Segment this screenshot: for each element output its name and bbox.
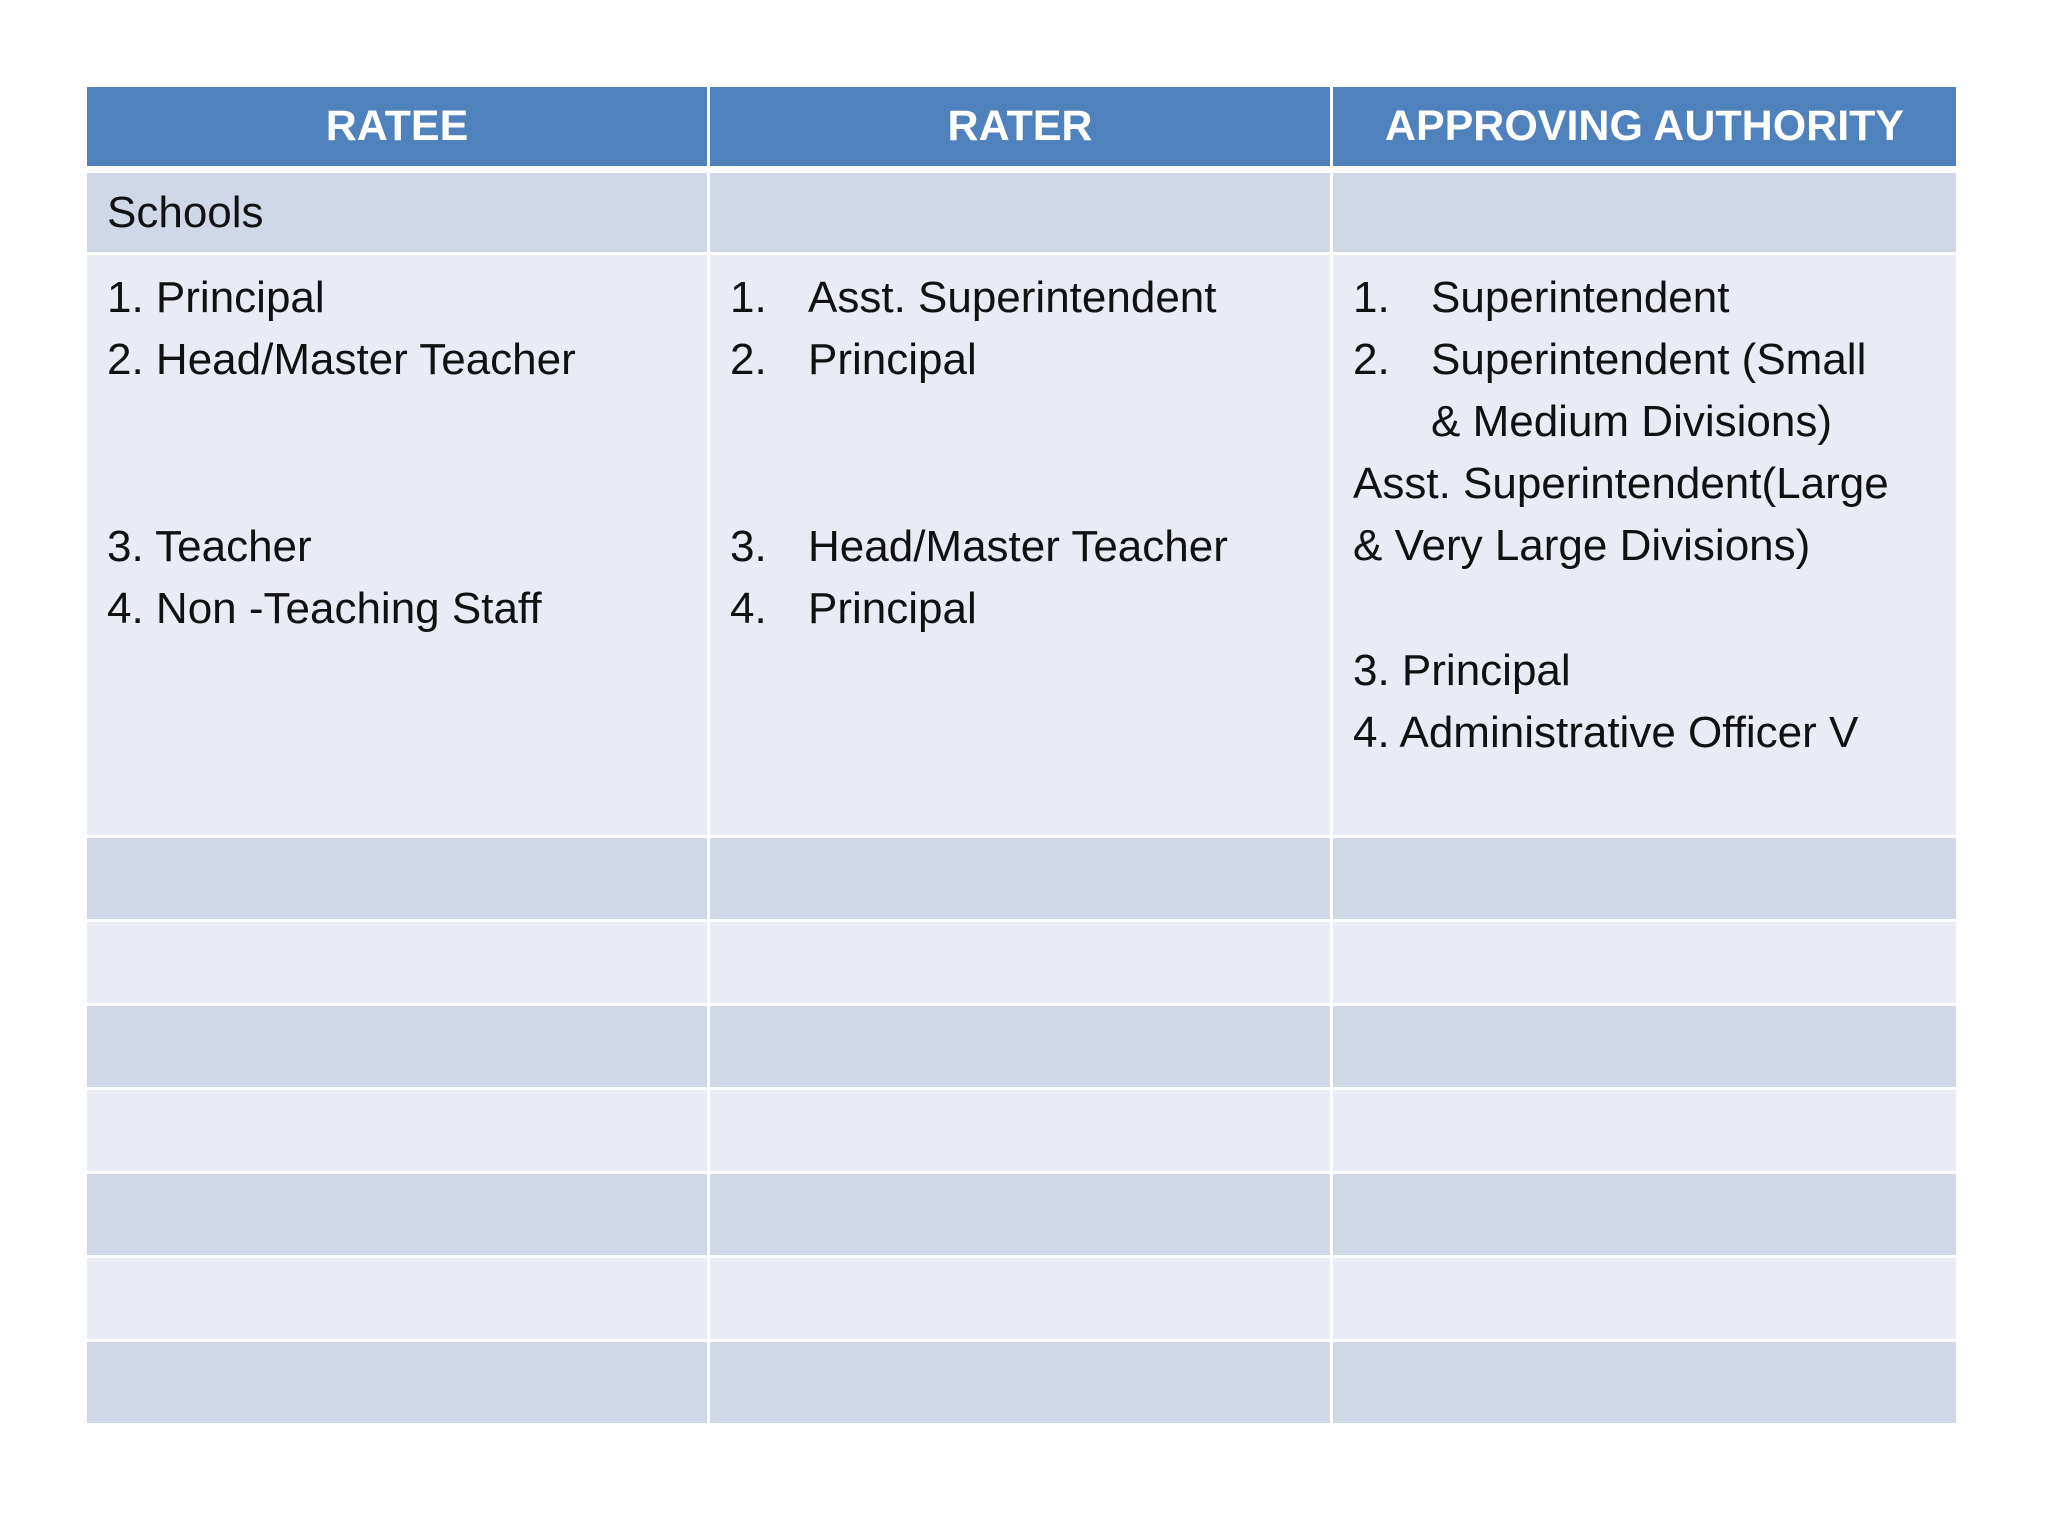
empty-cell xyxy=(1333,922,1956,1003)
section-row-schools xyxy=(87,173,1956,255)
rater-item xyxy=(730,329,1310,391)
item-number: 3. xyxy=(730,522,767,571)
empty-cell xyxy=(710,1342,1333,1423)
assignments-row xyxy=(87,255,1956,838)
item-number: 2. xyxy=(1353,335,1390,384)
header-row xyxy=(87,87,1956,173)
empty-cell xyxy=(710,1258,1333,1339)
item-text: Superintendent xyxy=(1431,273,1730,322)
empty-cell xyxy=(1333,173,1956,252)
item-number: 4. xyxy=(730,584,767,633)
rater-item xyxy=(730,578,1310,640)
approving-extra-line: Asst. Superintendent(Large xyxy=(1353,459,1889,508)
approving-item: 3. Principal xyxy=(1353,646,1571,695)
empty-cell xyxy=(87,1174,710,1255)
ratee-item: 4. Non -Teaching Staff xyxy=(107,584,542,633)
item-text: Asst. Superintendent xyxy=(808,273,1217,322)
empty-row xyxy=(87,1342,1956,1423)
item-number: 2. xyxy=(730,335,767,384)
rater-cell xyxy=(710,255,1333,835)
empty-cell xyxy=(1333,1258,1956,1339)
empty-row xyxy=(87,1090,1956,1174)
empty-row xyxy=(87,1006,1956,1090)
empty-cell xyxy=(710,1090,1333,1171)
empty-row xyxy=(87,1258,1956,1342)
empty-cell xyxy=(1333,1342,1956,1423)
empty-cell xyxy=(710,838,1333,919)
item-text: Principal xyxy=(808,584,977,633)
empty-cell xyxy=(87,838,710,919)
empty-row xyxy=(87,838,1956,922)
ratee-cell xyxy=(87,255,710,835)
empty-cell xyxy=(710,1006,1333,1087)
rater-item xyxy=(730,516,1310,578)
ratee-item: 1. Principal xyxy=(107,273,325,322)
empty-cell xyxy=(710,922,1333,1003)
item-text: Superintendent (Small xyxy=(1431,335,1867,384)
empty-cell xyxy=(1333,838,1956,919)
empty-cell xyxy=(1333,1090,1956,1171)
item-number: 1. xyxy=(1353,273,1390,322)
header-ratee: RATEE xyxy=(87,87,710,166)
empty-cell xyxy=(1333,1174,1956,1255)
empty-cell xyxy=(87,1258,710,1339)
authority-table xyxy=(87,87,1956,1423)
empty-cell xyxy=(710,173,1333,252)
item-text: Principal xyxy=(808,335,977,384)
header-rater: RATER xyxy=(710,87,1333,166)
approving-cell xyxy=(1333,255,1956,835)
item-number: 1. xyxy=(730,273,767,322)
empty-row xyxy=(87,1174,1956,1258)
empty-row xyxy=(87,922,1956,1006)
header-approving-authority: APPROVING AUTHORITY xyxy=(1333,87,1956,166)
spacer xyxy=(107,391,687,516)
empty-cell xyxy=(1333,1006,1956,1087)
approving-item xyxy=(1353,329,1936,391)
empty-cell xyxy=(87,1090,710,1171)
approving-extra-line: & Very Large Divisions) xyxy=(1353,521,1811,570)
rater-item xyxy=(730,267,1310,329)
empty-cell xyxy=(87,1006,710,1087)
section-label: Schools xyxy=(87,173,710,252)
empty-cell xyxy=(87,1342,710,1423)
item-text: Head/Master Teacher xyxy=(808,522,1228,571)
empty-cell xyxy=(710,1174,1333,1255)
spacer xyxy=(730,391,1310,516)
approving-item: 4. Administrative Officer V xyxy=(1353,708,1859,757)
approving-item xyxy=(1353,267,1936,329)
spacer xyxy=(1353,577,1936,640)
ratee-item: 2. Head/Master Teacher xyxy=(107,335,576,384)
ratee-item: 3. Teacher xyxy=(107,522,312,571)
approving-continuation: & Medium Divisions) xyxy=(1431,397,1832,446)
empty-cell xyxy=(87,922,710,1003)
